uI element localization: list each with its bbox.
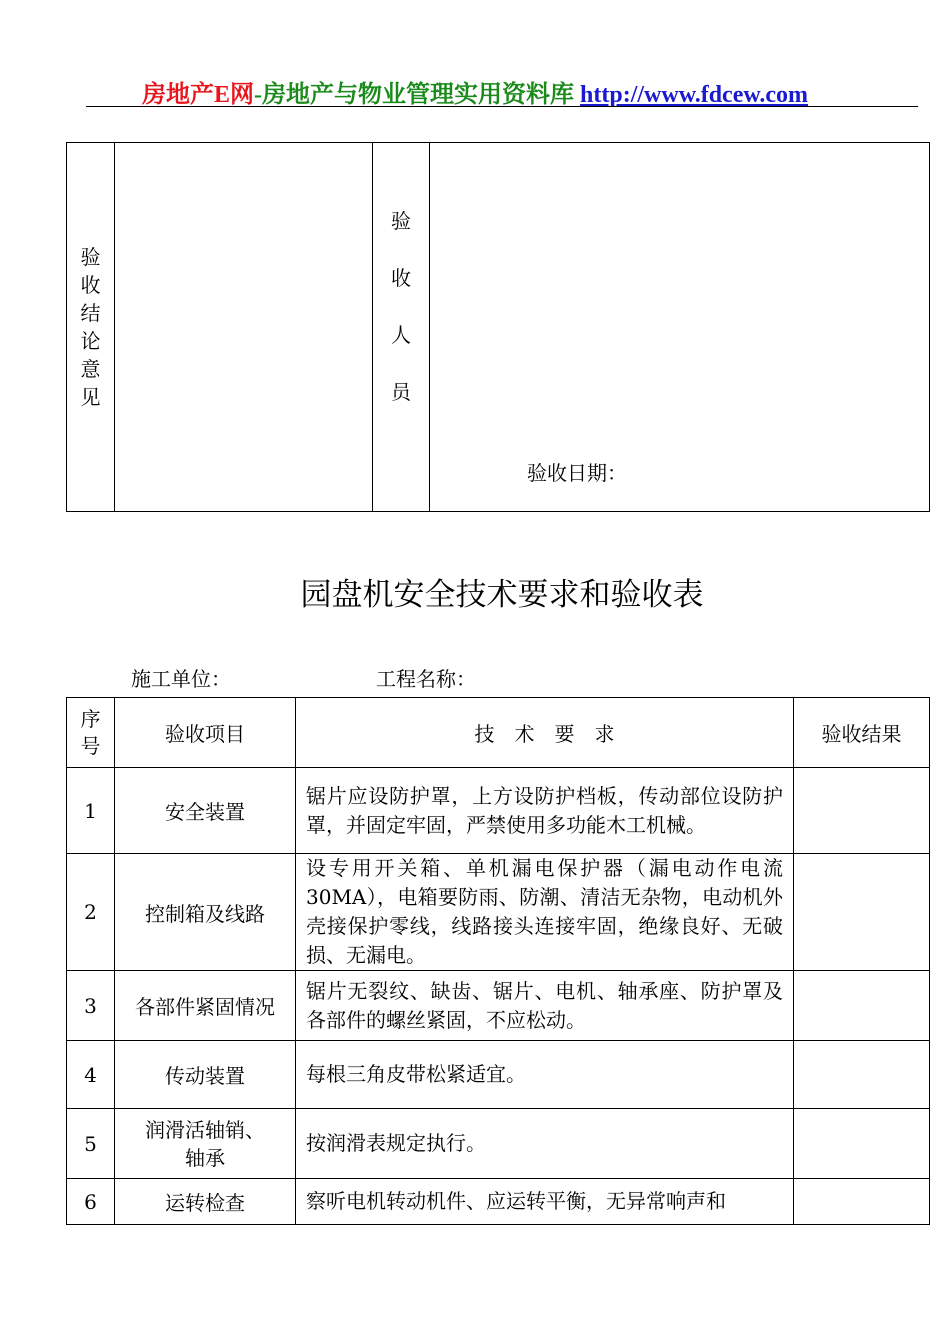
header-site-name: 房地产E网 [142, 82, 255, 108]
conclusion-label: 验 收 结 论 意 见 [80, 245, 101, 409]
row-requirement: 设专用开关箱、单机漏电保护器（漏电动作电流30MA），电箱要防雨、防潮、清洁无杂物，电动机外壳接保护零线，线路接头连接牢固，绝缘良好、无破损、无漏电。 [296, 854, 794, 971]
table-row [67, 768, 930, 854]
header-requirement: 技 术 要 求 [296, 698, 794, 768]
row-item: 运转检查 [115, 1179, 296, 1225]
conclusion-label-cell [67, 143, 115, 512]
table-row [67, 854, 930, 971]
conclusion-input-cell[interactable] [115, 143, 373, 512]
row-requirement: 按润滑表规定执行。 [296, 1109, 794, 1179]
table-header-row [67, 698, 930, 768]
personnel-label: 验 收 人 员 [391, 209, 411, 404]
row-seq: 1 [67, 768, 115, 854]
table-row [67, 971, 930, 1041]
acceptance-date-label: 验收日期： [527, 461, 627, 485]
row-result-cell[interactable] [794, 971, 930, 1041]
header-tagline: -房地产与物业管理实用资料库 [254, 82, 581, 108]
row-requirement: 察听电机转动机件、应运转平衡，无异常响声和 [296, 1179, 794, 1225]
header-rule [86, 106, 918, 107]
row-item: 控制箱及线路 [115, 854, 296, 971]
row-requirement: 每根三角皮带松紧适宜。 [296, 1041, 794, 1109]
row-seq: 3 [67, 971, 115, 1041]
project-name-label: 工程名称： [376, 667, 476, 691]
acceptance-conclusion-table [66, 142, 930, 512]
header-seq: 序 号 [67, 698, 115, 768]
row-item: 安全装置 [115, 768, 296, 854]
header-result: 验收结果 [794, 698, 930, 768]
page-header [0, 74, 950, 109]
row-seq: 2 [67, 854, 115, 971]
page-title: 园盘机安全技术要求和验收表 [300, 577, 704, 613]
table-row [67, 1179, 930, 1225]
row-result-cell[interactable] [794, 1109, 930, 1179]
header-item: 验收项目 [115, 698, 296, 768]
personnel-input-cell[interactable] [430, 143, 930, 512]
row-result-cell[interactable] [794, 1041, 930, 1109]
row-item: 润滑活轴销、 轴承 [115, 1109, 296, 1179]
row-item: 各部件紧固情况 [115, 971, 296, 1041]
personnel-label-cell [373, 143, 430, 512]
table-row [67, 1041, 930, 1109]
header-url-link[interactable]: http://www.fdcew.com [580, 82, 808, 108]
row-item: 传动装置 [115, 1041, 296, 1109]
table-row [67, 1109, 930, 1179]
requirements-table [66, 697, 930, 1225]
row-requirement: 锯片应设防护罩，上方设防护档板，传动部位设防护罩，并固定牢固，严禁使用多功能木工机械。 [296, 768, 794, 854]
row-seq: 4 [67, 1041, 115, 1109]
row-result-cell[interactable] [794, 768, 930, 854]
row-result-cell[interactable] [794, 854, 930, 971]
row-requirement: 锯片无裂纹、缺齿、锯片、电机、轴承座、防护罩及各部件的螺丝紧固，不应松动。 [296, 971, 794, 1041]
row-result-cell[interactable] [794, 1179, 930, 1225]
row-seq: 6 [67, 1179, 115, 1225]
row-seq: 5 [67, 1109, 115, 1179]
construction-unit-label: 施工单位： [131, 667, 231, 691]
